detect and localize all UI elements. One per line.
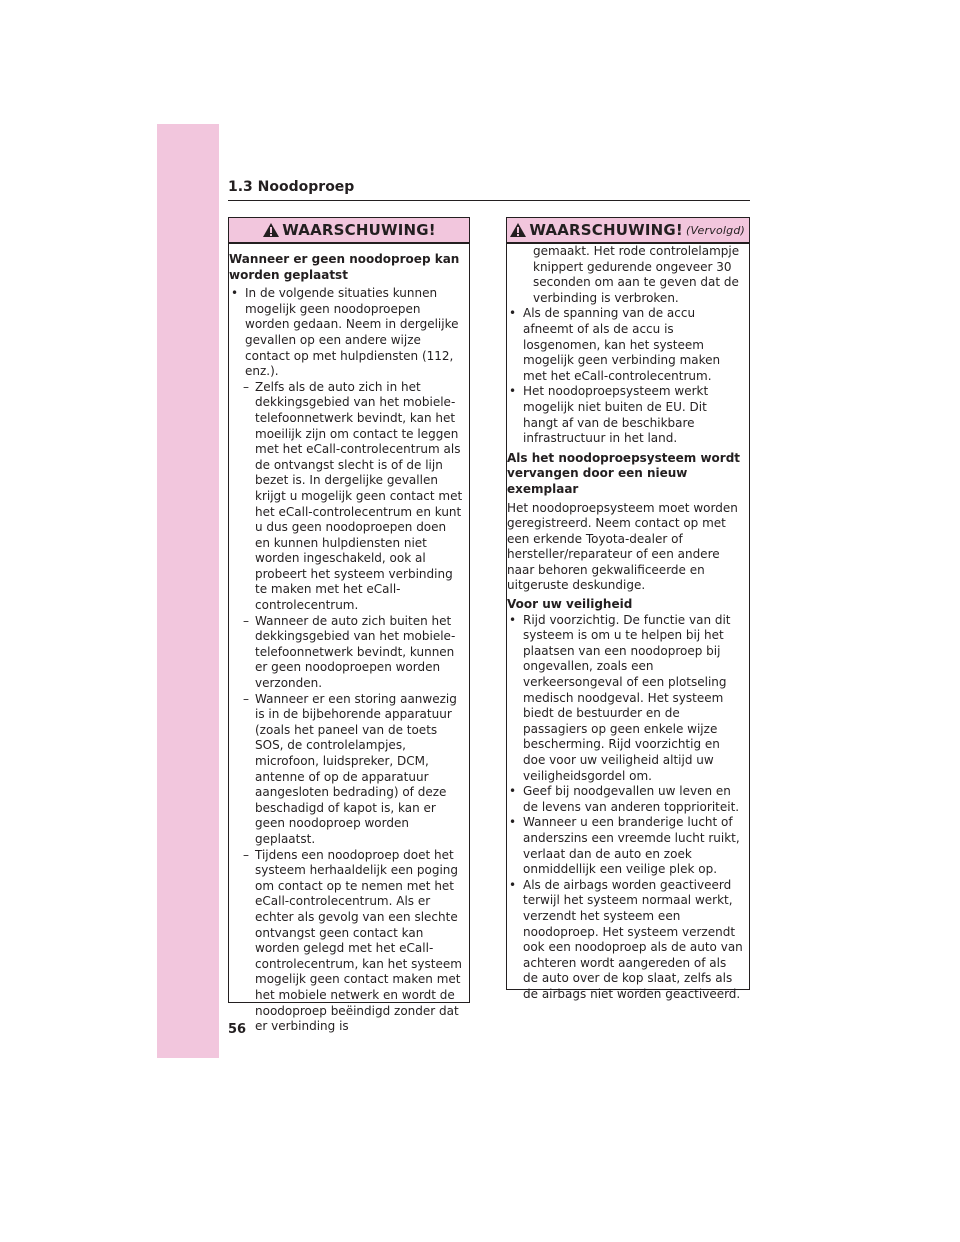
paragraph: Het noodoproepsysteem moet worden geregistreerd. Neem contact op met een erkende Toyota-dealer of hersteller/reparateur of een andere naar behoren gekwalificeerde en uitgeruste deskundige.: [507, 500, 738, 593]
warning-box-right: [506, 217, 750, 1001]
page-number: 56: [228, 1022, 247, 1037]
section-header: [228, 178, 750, 201]
warning-title: WAARSCHUWING!: [282, 221, 436, 239]
bullet-item: • Als de spanning van de accu afneemt of als de accu is losgenomen, kan het systeem mogelijk geen verbinding maken met het eCall-controlecentrum.: [509, 306, 721, 383]
bullet-item: • Geef bij noodgevallen uw leven en de levens van anderen topprioriteit.: [509, 784, 740, 814]
bullet-item: • Als de airbags worden geactiveerd terwijl het systeem normaal werkt, verzendt het systeem een noodoproep. Het systeem verzendt ook een noodoproep als de auto van achteren wordt aangereden of als de auto over de kop slaat, zelfs als de airbags niet worden geactiveerd.: [509, 877, 743, 1001]
bullet-item: • Het noodoproepsysteem werkt mogelijk niet buiten de EU. Dit hangt af van de beschikbare infrastructuur in het land.: [509, 384, 709, 446]
warning-title: WAARSCHUWING!: [529, 221, 683, 239]
warning-body: [229, 244, 469, 1035]
warning-header: [229, 218, 469, 244]
continued-text: gemaakt. Het rode controlelampje knippert gedurende ongeveer 30 seconden om aan te geven dat de verbinding is verbroken.: [533, 244, 740, 305]
warning-triangle-icon: [262, 222, 280, 238]
subheading: Voor uw veiligheid: [507, 597, 633, 612]
section-title: 1.3 Noodoproep: [228, 179, 355, 195]
warning-header-continued: [507, 218, 749, 244]
dash-item: – Tijdens een noodoproep doet het systeem herhaaldelijk een poging om contact op te nemen met het eCall-controlecentrum. Als er echter als gevolg van een slechte ontvangst geen contact kan worden gelegd met het eCall-controlecentrum, kan het systeem mogelijk geen contact maken met het mobiele netwerk en wordt de noodoproep beëindigd zonder dat er verbinding is: [243, 847, 462, 1034]
warning-body: [507, 244, 749, 1003]
subheading: Als het noodoproepsysteem wordt vervangen door een nieuw exemplaar: [507, 450, 741, 496]
dash-item: – Zelfs als de auto zich in het dekkingsgebied van het mobiele-telefoonnetwerk bevindt, kan het moeilijk zijn om contact te leggen met het eCall-controlecentrum als de ontvangst slecht is of de lijn bezet is. In dergelijke gevallen krijgt u mogelijk geen contact met het eCall-controlecentrum en kunt u dus geen noodoproepen doen en kunnen hulpdiensten niet worden ingeschakeld, ook al probeert het systeem verbinding te maken met het eCall-controlecentrum.: [243, 379, 463, 613]
chapter-side-tab: [157, 124, 219, 1058]
bullet-item: • Wanneer u een branderige lucht of anderszins een vreemde lucht ruikt, verlaat dan de auto en zoek onmiddellijk een veilige plek op.: [509, 815, 740, 877]
dash-item: – Wanneer er een storing aanwezig is in de bijbehorende apparatuur (zoals het paneel van de toets SOS, de controlelampjes, microfoon, luidspreker, DCM, antenne of op de apparatuur aangesloten bedrading) of deze beschadigd of kapot is, kan er geen noodoproep worden geplaatst.: [243, 691, 457, 846]
warning-triangle-icon: [509, 222, 527, 238]
warning-heading: Wanneer er geen noodoproep kan worden geplaatst: [229, 252, 460, 282]
dash-item: – Wanneer de auto zich buiten het dekkingsgebied van het mobiele-telefoonnetwerk bevindt, kunnen er geen noodoproepen worden verzonden.: [243, 613, 456, 691]
bullet-item: • Rijd voorzichtig. De functie van dit systeem is om u te helpen bij het plaatsen van een noodoproep bij ongevallen, zoals een verkeersongeval of een plotseling medisch noodgeval. Het systeem biedt de bestuurder en de passagiers op geen enkele wijze bescherming. Rijd voorzichtig en doe voor uw veiligheid altijd uw veiligheidsgordel om.: [509, 612, 731, 783]
bullet-item: • In de volgende situaties kunnen mogelijk geen noodoproepen worden gedaan. Neem in dergelijke gevallen op een andere wijze contact op met hulpdiensten (112, enz.).: [231, 286, 459, 379]
continued-label: (Vervolgd): [685, 223, 745, 237]
